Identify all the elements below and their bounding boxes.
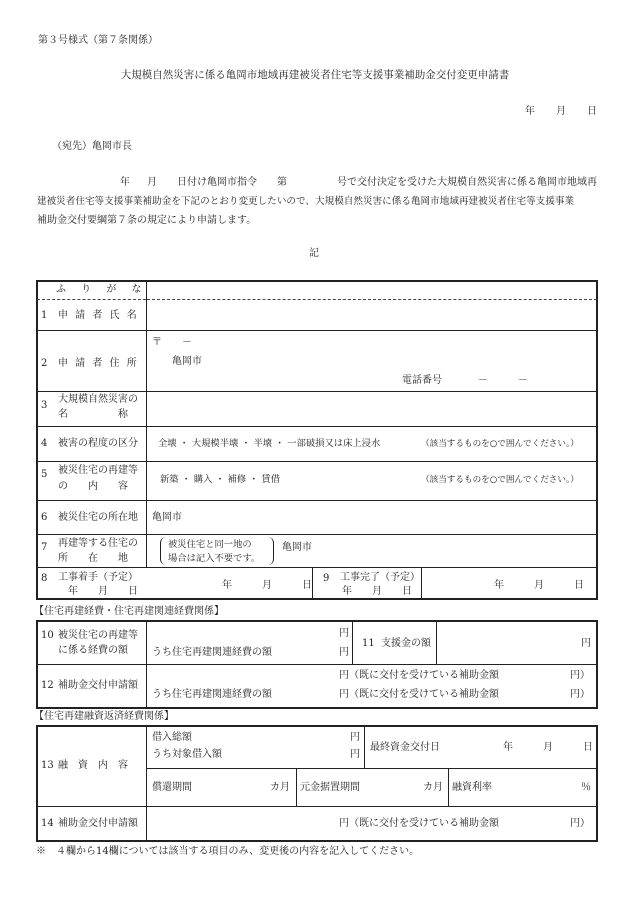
row-number: 6	[41, 512, 48, 523]
yen-unit: 円	[350, 732, 360, 743]
rebuild-content-label-1: 被災住宅の再建等	[58, 465, 138, 476]
row-number: 12	[41, 680, 54, 691]
grant-line: 円（既に交付を受けている補助金額	[339, 818, 499, 829]
divider	[352, 621, 353, 664]
grant-request-label: 補助金交付申請額	[58, 680, 138, 691]
divider	[37, 664, 597, 665]
final-payment-date-value[interactable]: 年 月 日	[503, 742, 593, 753]
damaged-house-location-label: 被災住宅の所在地	[58, 512, 138, 523]
divider	[147, 768, 597, 769]
row-number: 4	[41, 438, 48, 449]
rebuild-cost-label-1: 被災住宅の再建等	[58, 630, 138, 641]
addressee: （宛先）亀岡市長	[52, 141, 132, 152]
rebuild-location-label-2: 所 在 地	[58, 553, 128, 564]
body-year: 年	[120, 177, 130, 188]
yen-unit: 円	[339, 647, 349, 658]
divider	[37, 534, 597, 535]
body-line3: 補助金交付要綱第７条の規定により申請します。	[37, 215, 257, 226]
grant-line2: 円（既に交付を受けている補助金額	[339, 689, 499, 700]
address-city: 亀岡市	[172, 356, 202, 367]
repayment-period-label: 償還期間	[152, 782, 192, 793]
rebuild-location-city: 亀岡市	[282, 542, 312, 553]
row-number: 13	[41, 760, 54, 771]
postal-code: 〒 －	[152, 337, 192, 348]
divider	[312, 568, 313, 599]
divider	[146, 621, 147, 708]
furigana-label: ふ り が な	[56, 284, 148, 295]
applicant-name-field[interactable]	[148, 301, 596, 329]
divider	[436, 621, 437, 664]
rebuild-content-options[interactable]: 新築 ・ 購入 ・ 補修 ・ 賃借	[160, 474, 280, 485]
start-date-label-2: 年 月 日	[68, 586, 138, 597]
loan-total-label: 借入総額	[152, 732, 192, 743]
months-unit: カ月	[423, 782, 443, 793]
phone-label: 電話番号	[402, 375, 442, 386]
divider	[37, 806, 597, 807]
yen-unit: 円	[350, 749, 360, 760]
start-date-value[interactable]: 年 月 日	[222, 580, 312, 591]
yen-unit: 円	[339, 628, 349, 639]
disaster-name-label-1: 大規模自然災害の	[58, 394, 138, 405]
body-month: 月	[147, 177, 157, 188]
date-year: 年	[525, 106, 535, 117]
phone-dashes: － －	[478, 375, 528, 386]
body-date-ref: 日付け亀岡市指令	[177, 177, 257, 188]
end-date-label-2: 年 月 日	[342, 586, 412, 597]
loan-content-label: 融 資 内 容	[58, 760, 128, 771]
start-date-label-1: 工事着手（予定）	[58, 572, 138, 583]
row-number: 5	[41, 469, 48, 480]
row-number: 2	[41, 358, 48, 369]
ki-mark: 記	[309, 248, 319, 259]
divider	[146, 726, 147, 841]
row-number: 10	[41, 630, 54, 641]
damage-level-label: 被害の程度の区分	[58, 438, 138, 449]
divider	[37, 330, 597, 331]
final-payment-date-label: 最終資金交付日	[370, 742, 440, 753]
bracket-note-line2: 場合は記入不要です。	[168, 553, 261, 564]
row-number: 8	[41, 573, 48, 584]
damaged-house-city: 亀岡市	[152, 512, 182, 523]
row-number: 3	[41, 400, 48, 411]
yen-unit: 円	[581, 638, 591, 649]
body-line2: 建被災者住宅等支援事業補助金を下記のとおり変更したいので、大規模自然災害に係る亀岡市地域再建被災者住宅等支援事業	[37, 196, 575, 207]
row-number: 9	[323, 573, 330, 584]
rebuild-content-note: （該当するものを○で囲んでください。）	[421, 475, 579, 485]
related-cost-label: うち住宅再建関連経費の額	[152, 647, 272, 658]
bracket-note-line1: 被災住宅と同一地の	[168, 539, 252, 550]
end-date-label-1: 工事完了（予定）	[340, 572, 420, 583]
disaster-name-label-2: 名 称	[58, 409, 128, 420]
applicant-name-label: 申 請 者 氏 名	[58, 310, 139, 321]
row-number: 7	[41, 542, 48, 553]
percent-unit: ％	[581, 782, 591, 793]
date-month: 月	[556, 106, 566, 117]
row-number: 1	[41, 310, 48, 321]
divider	[37, 567, 597, 568]
form-number: 第３号様式（第７条関係）	[38, 35, 158, 46]
grant-line1: 円（既に交付を受けている補助金額	[339, 670, 499, 681]
related-cost-label: うち住宅再建関連経費の額	[152, 689, 272, 700]
document-title: 大規模自然災害に係る亀岡市地域再建被災者住宅等支援事業補助金交付変更申請書	[120, 69, 510, 81]
divider	[448, 769, 449, 806]
furigana-divider	[147, 299, 597, 300]
grant-line2-end: 円）	[570, 689, 590, 700]
row-number: 11	[362, 638, 375, 649]
damage-level-options[interactable]: 全壊 ・ 大規模半壊 ・ 半壊 ・ 一部破損又は床上浸水	[158, 438, 381, 449]
divider	[37, 500, 597, 501]
disaster-name-field[interactable]	[148, 393, 596, 425]
damage-level-note: （該当するものを○で囲んでください。）	[421, 439, 579, 449]
divider	[37, 426, 597, 427]
end-date-value[interactable]: 年 月 日	[494, 580, 584, 591]
grant-request-label: 補助金交付申請額	[58, 818, 138, 829]
section-title-rebuild-costs: 【住宅再建経費・住宅再建関連経費関係】	[34, 606, 224, 617]
damaged-house-location-field[interactable]	[148, 502, 596, 533]
loan-target-label: うち対象借入額	[152, 749, 222, 760]
furigana-field[interactable]	[148, 282, 596, 298]
months-unit: カ月	[270, 782, 290, 793]
interest-rate-label: 融資利率	[452, 782, 492, 793]
section-title-loan: 【住宅再建融資返済経費関係】	[34, 711, 174, 722]
body-line1-end: 号で交付決定を受けた大規模自然災害に係る亀岡市地域再	[337, 177, 597, 188]
applicant-address-label: 申 請 者 住 所	[58, 358, 139, 369]
divider	[146, 281, 147, 567]
grant-line1-end: 円）	[570, 670, 590, 681]
furigana-divider	[37, 299, 146, 300]
divider	[421, 568, 422, 599]
divider	[37, 461, 597, 462]
applicant-address-field[interactable]	[148, 332, 596, 390]
body-no: 第	[277, 177, 287, 188]
rebuild-content-label-2: の 内 容	[58, 481, 128, 492]
divider	[364, 726, 365, 768]
grant-line-end: 円）	[570, 818, 590, 829]
row-number: 14	[41, 818, 54, 829]
rebuild-cost-label-2: に係る経費の額	[58, 645, 128, 656]
rebuild-location-label-1: 再建等する住宅の	[58, 538, 138, 549]
date-day: 日	[587, 106, 597, 117]
grace-period-label: 元金据置期間	[300, 782, 360, 793]
footnote: ※ ４欄から14欄については該当する項目のみ、変更後の内容を記入してください。	[36, 846, 420, 857]
support-amount-label: 支援金の額	[381, 638, 431, 649]
divider	[296, 769, 297, 806]
divider	[37, 391, 597, 392]
